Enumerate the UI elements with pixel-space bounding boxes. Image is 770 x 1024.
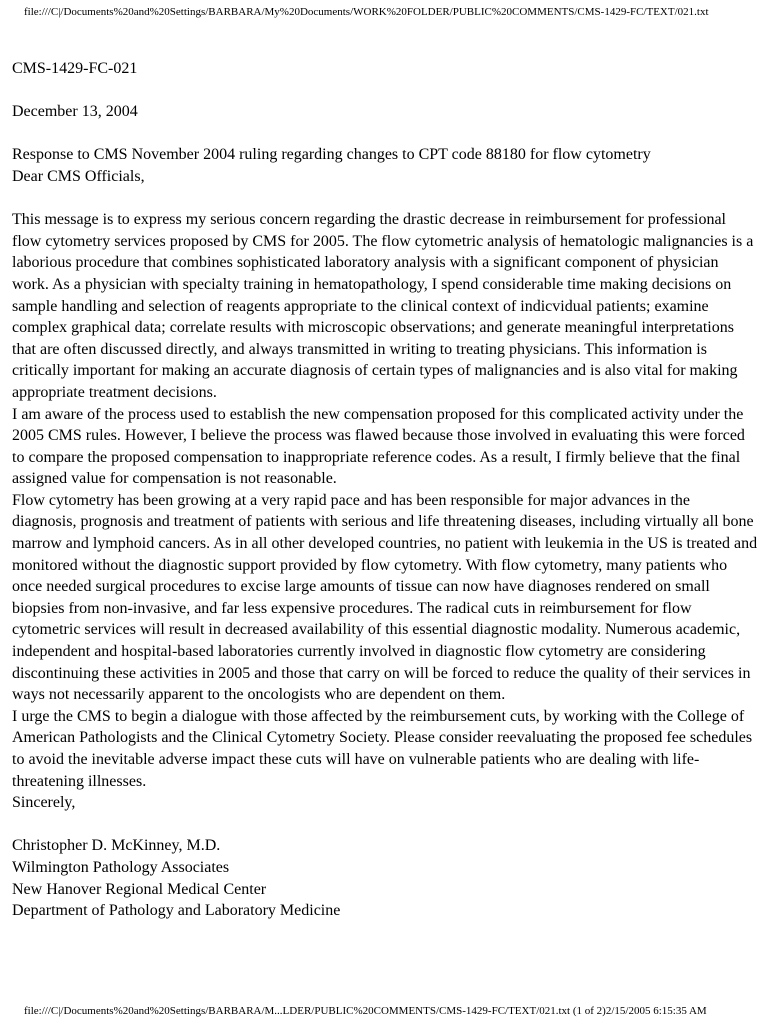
paragraph-flow-cytometry: Flow cytometry has been growing at a very rapid pace and has been responsible for major advances in the diagnosis, prognosis and treatment of patients with serious and life threatening diseases, including virtually all bone marrow and lymphoid cancers. As in all other developed countries, no patient with leukemia in the US is treated and monitored without the diagnostic support provided by flow cytometry. With flow cytometry, many patients who once needed surgical procedures to excise large amounts of tissue can now have diagnoses rendered on small biopsies from non-invasive, and far less expensive procedures. The radical cuts in reimbursement for flow cytometric services will result in decreased availability of this essential diagnostic modality. Numerous academic, independent and hospital-based laboratories currently involved in diagnostic flow cytometry are considering discontinuing these activities in 2005 and those that carry on will be forced to reduce the quality of their services in ways not necessarily apparent to the oncologists who are dependent on them. <box>12 491 758 704</box>
signer-organization: Wilmington Pathology Associates <box>12 858 230 876</box>
page-footer-file-info: file:///C|/Documents%20and%20Settings/BARBARA/M...LDER/PUBLIC%20COMMENTS/CMS-1429-FC/TEXT/021.txt (1 of 2)2/15/2005 6:15:35 AM <box>24 1005 707 1017</box>
letter-date: December 13, 2004 <box>12 103 138 121</box>
signer-department: Department of Pathology and Laboratory Medicine <box>12 902 341 920</box>
letter-subject: Response to CMS November 2004 ruling regarding changes to CPT code 88180 for flow cytometry <box>12 146 651 164</box>
letter-body <box>12 58 758 922</box>
letter-salutation: Dear CMS Officials, <box>12 167 145 185</box>
paragraph-urge: I urge the CMS to begin a dialogue with those affected by the reimbursement cuts, by working with the College of American Pathologists and the Clinical Cytometry Society. Please consider reevaluating the proposed fee schedules to avoid the inevitable adverse impact these cuts will have on vulnerable patients who are dealing with life-threatening illnesses. <box>12 707 753 790</box>
document-id: CMS-1429-FC-021 <box>12 60 138 77</box>
page-header-file-path: file:///C|/Documents%20and%20Settings/BARBARA/My%20Documents/WORK%20FOLDER/PUBLIC%20COMMENTS/CMS-1429-FC/TEXT/021.txt <box>24 6 709 18</box>
signer-medical-center: New Hanover Regional Medical Center <box>12 880 267 898</box>
signature-block <box>12 835 758 921</box>
paragraph-process: I am aware of the process used to establish the new compensation proposed for this complicated activity under the 2005 CMS rules. However, I believe the process was flawed because those involved in evaluating this were forced to compare the proposed compensation to inappropriate reference codes. As a result, I firmly believe that the final assigned value for compensation is not reasonable. <box>12 405 745 488</box>
signer-name: Christopher D. McKinney, M.D. <box>12 837 221 855</box>
letter-closing: Sincerely, <box>12 794 76 812</box>
paragraph-concern: This message is to express my serious concern regarding the drastic decrease in reimbursement for professional flow cytometry services proposed by CMS for 2005. The flow cytometric analysis of hematologic malignancies is a laborious procedure that combines sophisticated laboratory analysis with a significant component of physician work. As a physician with specialty training in hematopathology, I spend considerable time making decisions on sample handling and selection of reagents appropriate to the clinical context of indicvidual patients; examine complex graphical data; correlate results with microscopic observations; and generate meaningful interpretations that are often discussed directly, and always transmitted in writing to treating physicians. This information is critically important for making an accurate diagnosis of certain types of malignancies and is also vital for making appropriate treatment decisions. <box>12 211 754 401</box>
